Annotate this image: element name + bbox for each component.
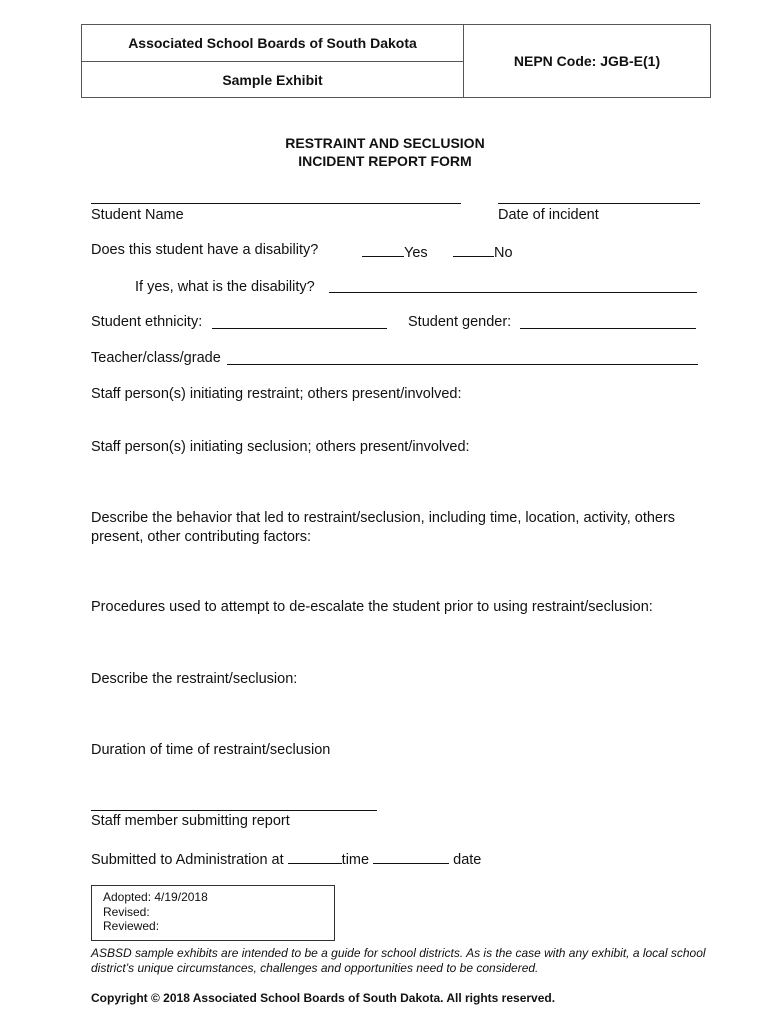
header-left [82,25,464,97]
no-label: No [494,245,513,261]
student-name-label: Student Name [91,207,184,223]
nepn-code: NEPN Code: JGB-E(1) [513,53,661,69]
gender-label: Student gender: [408,314,512,330]
exhibit-label: Sample Exhibit [222,72,323,88]
yes-blank[interactable] [362,242,404,257]
ethnicity-label: Student ethnicity: [91,314,203,330]
submitted-date-field[interactable] [373,849,449,864]
disability-field[interactable] [329,292,697,293]
staff-submitting-label: Staff member submitting report [91,813,290,829]
submitted-date-label: date [453,852,482,868]
student-name-field[interactable] [91,203,461,204]
submitted-time-field[interactable] [288,849,342,864]
describe-label: Describe the restraint/seclusion: [91,671,298,687]
revised-line: Revised: [103,904,150,919]
teacher-class-grade-field[interactable] [227,364,698,365]
header-table [81,24,711,98]
adoption-box [91,885,335,941]
adopted-line: Adopted: 4/19/2018 [103,890,208,904]
exhibit-note: ASBSD sample exhibits are intended to be a guide for school districts. As is the case with any exhibit, a local school district’s unique circumstances, challenges and opportunities need to be considered. [91,946,706,975]
date-of-incident-label: Date of incident [498,207,599,223]
disability-question: Does this student have a disability? [91,242,319,258]
no-blank[interactable] [453,242,494,257]
submitted-time-label: time [341,852,370,868]
yes-label: Yes [404,245,428,261]
submitted-prefix: Submitted to Administration at [91,852,284,868]
ethnicity-field[interactable] [212,328,387,329]
staff-seclusion-label: Staff person(s) initiating seclusion; others present/involved: [91,439,470,455]
reviewed-line: Reviewed: [103,919,160,933]
date-of-incident-field[interactable] [498,203,700,204]
procedures-label: Procedures used to attempt to de-escalate the student prior to using restraint/seclusion: [91,599,653,615]
staff-restraint-label: Staff person(s) initiating restraint; others present/involved: [91,386,462,402]
org-name: Associated School Boards of South Dakota [82,25,463,62]
behavior-label-line1: Describe the behavior that led to restraint/seclusion, including time, location, activity, others [91,510,676,526]
duration-label: Duration of time of restraint/seclusion [91,742,331,758]
staff-submitting-field[interactable] [91,810,377,811]
form-title-line1: RESTRAINT AND SECLUSION [285,135,485,151]
copyright: Copyright © 2018 Associated School Boards of South Dakota. All rights reserved. [91,991,556,1005]
teacher-class-grade-label: Teacher/class/grade [91,350,221,366]
form-title-line2: INCIDENT REPORT FORM [298,153,472,169]
behavior-label-line2: present, other contributing factors: [91,529,312,545]
disability-followup-label: If yes, what is the disability? [135,279,315,295]
gender-field[interactable] [520,328,696,329]
